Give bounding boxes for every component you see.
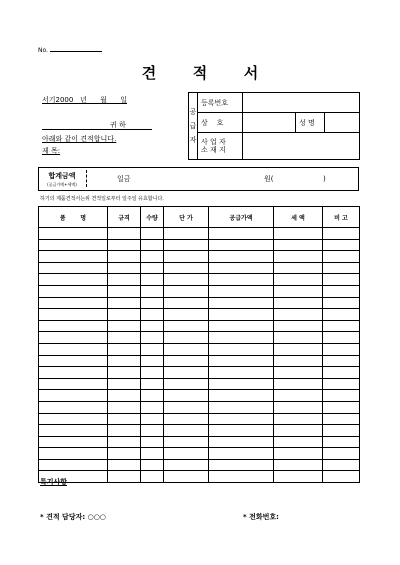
table-cell	[209, 285, 274, 297]
supplier-table	[188, 92, 360, 160]
table-cell	[209, 425, 274, 437]
table-cell	[164, 320, 209, 332]
table-cell	[323, 459, 360, 471]
table-cell	[141, 378, 164, 390]
table-cell	[209, 262, 274, 274]
total-amount-prefix: 일금	[117, 175, 131, 183]
table-cell	[108, 413, 141, 425]
table-cell	[274, 413, 323, 425]
table-cell	[209, 448, 274, 460]
table-cell	[141, 297, 164, 309]
table-cell	[108, 343, 141, 355]
validity-notice: 하기의 제품견적서는위 견적일로부터 일주일 유효합니다.	[40, 196, 164, 202]
table-cell	[323, 239, 360, 251]
table-cell	[39, 401, 108, 413]
table-cell	[274, 320, 323, 332]
table-cell	[323, 228, 360, 240]
table-cell	[108, 471, 141, 483]
table-cell	[209, 239, 274, 251]
table-cell	[108, 251, 141, 263]
table-cell	[164, 274, 209, 286]
total-sublabel: (공급가액+세액)	[47, 182, 77, 187]
table-row	[39, 413, 360, 425]
table-row	[39, 285, 360, 297]
table-cell	[39, 285, 108, 297]
table-cell	[209, 332, 274, 344]
table-cell	[323, 251, 360, 263]
table-cell	[274, 262, 323, 274]
remarks-label: 특기사항	[40, 478, 68, 486]
table-row	[39, 239, 360, 251]
table-cell	[209, 413, 274, 425]
table-cell	[274, 297, 323, 309]
table-cell	[164, 401, 209, 413]
address-value	[243, 133, 360, 160]
table-cell	[141, 413, 164, 425]
date-line: 서기2000 년 월 일	[42, 96, 128, 104]
table-cell	[209, 378, 274, 390]
table-cell	[209, 436, 274, 448]
table-cell	[141, 355, 164, 367]
table-cell	[141, 285, 164, 297]
table-cell	[209, 471, 274, 483]
table-cell	[141, 239, 164, 251]
total-amount-box	[38, 167, 359, 191]
table-cell	[164, 390, 209, 402]
table-row	[39, 262, 360, 274]
table-row	[39, 401, 360, 413]
reg-no-label: 등록번호	[198, 93, 243, 113]
table-cell	[164, 343, 209, 355]
table-cell	[141, 448, 164, 460]
name-value	[325, 113, 360, 133]
table-cell	[141, 401, 164, 413]
table-cell	[164, 228, 209, 240]
table-row	[39, 297, 360, 309]
table-row	[39, 320, 360, 332]
table-cell	[141, 262, 164, 274]
table-cell	[164, 285, 209, 297]
table-cell	[209, 401, 274, 413]
table-cell	[274, 251, 323, 263]
table-cell	[108, 297, 141, 309]
table-cell	[274, 390, 323, 402]
table-cell	[164, 471, 209, 483]
table-cell	[141, 251, 164, 263]
table-cell	[39, 367, 108, 379]
table-cell	[323, 320, 360, 332]
table-cell	[39, 355, 108, 367]
table-cell	[108, 309, 141, 321]
manager-line: * 견적 담당자: ○○○	[40, 513, 106, 521]
table-row	[39, 343, 360, 355]
table-cell	[274, 436, 323, 448]
table-row	[39, 251, 360, 263]
table-cell	[164, 448, 209, 460]
table-cell	[323, 262, 360, 274]
phone-line: * 전화번호:	[243, 513, 279, 521]
table-cell	[108, 378, 141, 390]
company-value	[243, 113, 296, 133]
table-cell	[209, 367, 274, 379]
table-cell	[108, 228, 141, 240]
header-remarks: 비 고	[323, 207, 360, 228]
table-row	[39, 309, 360, 321]
table-row	[39, 378, 360, 390]
table-cell	[39, 413, 108, 425]
supplier-side-label: 공 급 자	[189, 93, 198, 160]
table-cell	[164, 309, 209, 321]
table-cell	[274, 355, 323, 367]
table-cell	[323, 471, 360, 483]
total-label: 합계금액	[48, 172, 76, 180]
subject-label: 제 목:	[42, 147, 61, 155]
intro-text: 아래와 같이 견적합니다.	[42, 135, 117, 143]
table-cell	[108, 355, 141, 367]
table-cell	[141, 436, 164, 448]
table-cell	[39, 274, 108, 286]
table-cell	[164, 436, 209, 448]
table-cell	[108, 239, 141, 251]
table-cell	[209, 274, 274, 286]
items-table	[38, 206, 360, 483]
header-item-name: 품 명	[39, 207, 108, 228]
table-cell	[108, 459, 141, 471]
table-cell	[274, 378, 323, 390]
table-cell	[108, 285, 141, 297]
table-cell	[108, 448, 141, 460]
table-cell	[164, 297, 209, 309]
table-cell	[209, 459, 274, 471]
table-cell	[274, 343, 323, 355]
table-cell	[164, 332, 209, 344]
table-cell	[274, 401, 323, 413]
table-cell	[323, 378, 360, 390]
table-cell	[108, 390, 141, 402]
table-cell	[39, 425, 108, 437]
reg-no-value	[243, 93, 360, 113]
table-cell	[108, 274, 141, 286]
table-cell	[39, 448, 108, 460]
table-cell	[108, 401, 141, 413]
table-cell	[209, 251, 274, 263]
table-cell	[274, 459, 323, 471]
table-cell	[39, 436, 108, 448]
table-cell	[323, 390, 360, 402]
table-cell	[164, 262, 209, 274]
table-cell	[164, 239, 209, 251]
table-cell	[274, 274, 323, 286]
table-cell	[141, 309, 164, 321]
total-close-paren: )	[323, 175, 326, 183]
table-cell	[323, 401, 360, 413]
table-row	[39, 471, 360, 483]
table-cell	[164, 355, 209, 367]
table-cell	[141, 425, 164, 437]
table-cell	[141, 274, 164, 286]
table-cell	[274, 309, 323, 321]
table-cell	[141, 332, 164, 344]
name-label: 성 명	[296, 113, 325, 133]
table-cell	[164, 251, 209, 263]
table-cell	[39, 309, 108, 321]
company-label: 상 호	[198, 113, 243, 133]
header-supply-amount: 공급가액	[209, 207, 274, 228]
doc-number	[38, 48, 102, 54]
table-cell	[323, 436, 360, 448]
table-cell	[108, 436, 141, 448]
table-cell	[323, 343, 360, 355]
table-cell	[274, 425, 323, 437]
table-cell	[323, 367, 360, 379]
table-cell	[39, 390, 108, 402]
table-cell	[164, 425, 209, 437]
table-cell	[39, 378, 108, 390]
table-cell	[39, 228, 108, 240]
table-cell	[108, 262, 141, 274]
table-cell	[274, 332, 323, 344]
table-cell	[323, 297, 360, 309]
table-row	[39, 332, 360, 344]
header-spec: 규격	[108, 207, 141, 228]
table-row	[39, 390, 360, 402]
total-label-cell	[41, 171, 83, 188]
table-cell	[39, 262, 108, 274]
table-cell	[39, 251, 108, 263]
table-cell	[323, 425, 360, 437]
recipient-line	[42, 129, 152, 130]
table-cell	[209, 297, 274, 309]
table-cell	[39, 459, 108, 471]
table-cell	[209, 309, 274, 321]
table-cell	[209, 390, 274, 402]
table-cell	[141, 471, 164, 483]
table-cell	[209, 355, 274, 367]
table-row	[39, 425, 360, 437]
table-cell	[323, 285, 360, 297]
table-cell	[274, 367, 323, 379]
table-cell	[141, 390, 164, 402]
table-cell	[141, 320, 164, 332]
table-row	[39, 228, 360, 240]
table-cell	[209, 343, 274, 355]
table-cell	[164, 378, 209, 390]
table-cell	[164, 459, 209, 471]
table-cell	[39, 332, 108, 344]
table-cell	[39, 320, 108, 332]
table-cell	[39, 297, 108, 309]
table-cell	[274, 228, 323, 240]
header-qty: 수량	[141, 207, 164, 228]
table-cell	[39, 239, 108, 251]
table-row	[39, 367, 360, 379]
table-row	[39, 274, 360, 286]
table-cell	[274, 448, 323, 460]
doc-number-label: No.	[38, 47, 48, 54]
table-cell	[108, 332, 141, 344]
table-cell	[323, 413, 360, 425]
table-cell	[141, 459, 164, 471]
table-row	[39, 459, 360, 471]
table-cell	[141, 343, 164, 355]
table-cell	[323, 274, 360, 286]
table-cell	[209, 228, 274, 240]
table-cell	[323, 332, 360, 344]
table-cell	[323, 309, 360, 321]
table-cell	[164, 367, 209, 379]
table-cell	[274, 471, 323, 483]
page-title: 견 적 서	[141, 64, 259, 82]
table-cell	[274, 239, 323, 251]
honorific: 귀 하	[110, 121, 126, 129]
doc-number-line	[50, 51, 102, 52]
table-cell	[274, 285, 323, 297]
table-cell	[141, 228, 164, 240]
table-row	[39, 448, 360, 460]
table-cell	[108, 367, 141, 379]
table-cell	[323, 448, 360, 460]
table-cell	[141, 367, 164, 379]
table-cell	[39, 343, 108, 355]
table-row	[39, 436, 360, 448]
total-divider	[86, 170, 87, 187]
table-cell	[209, 320, 274, 332]
table-cell	[108, 425, 141, 437]
address-label: 사 업 자 소 재 지	[198, 133, 243, 160]
header-unit-price: 단 가	[164, 207, 209, 228]
total-won: 원(	[264, 175, 274, 183]
table-cell	[323, 355, 360, 367]
table-cell	[164, 413, 209, 425]
header-tax: 세 액	[274, 207, 323, 228]
table-cell	[108, 320, 141, 332]
table-row	[39, 355, 360, 367]
